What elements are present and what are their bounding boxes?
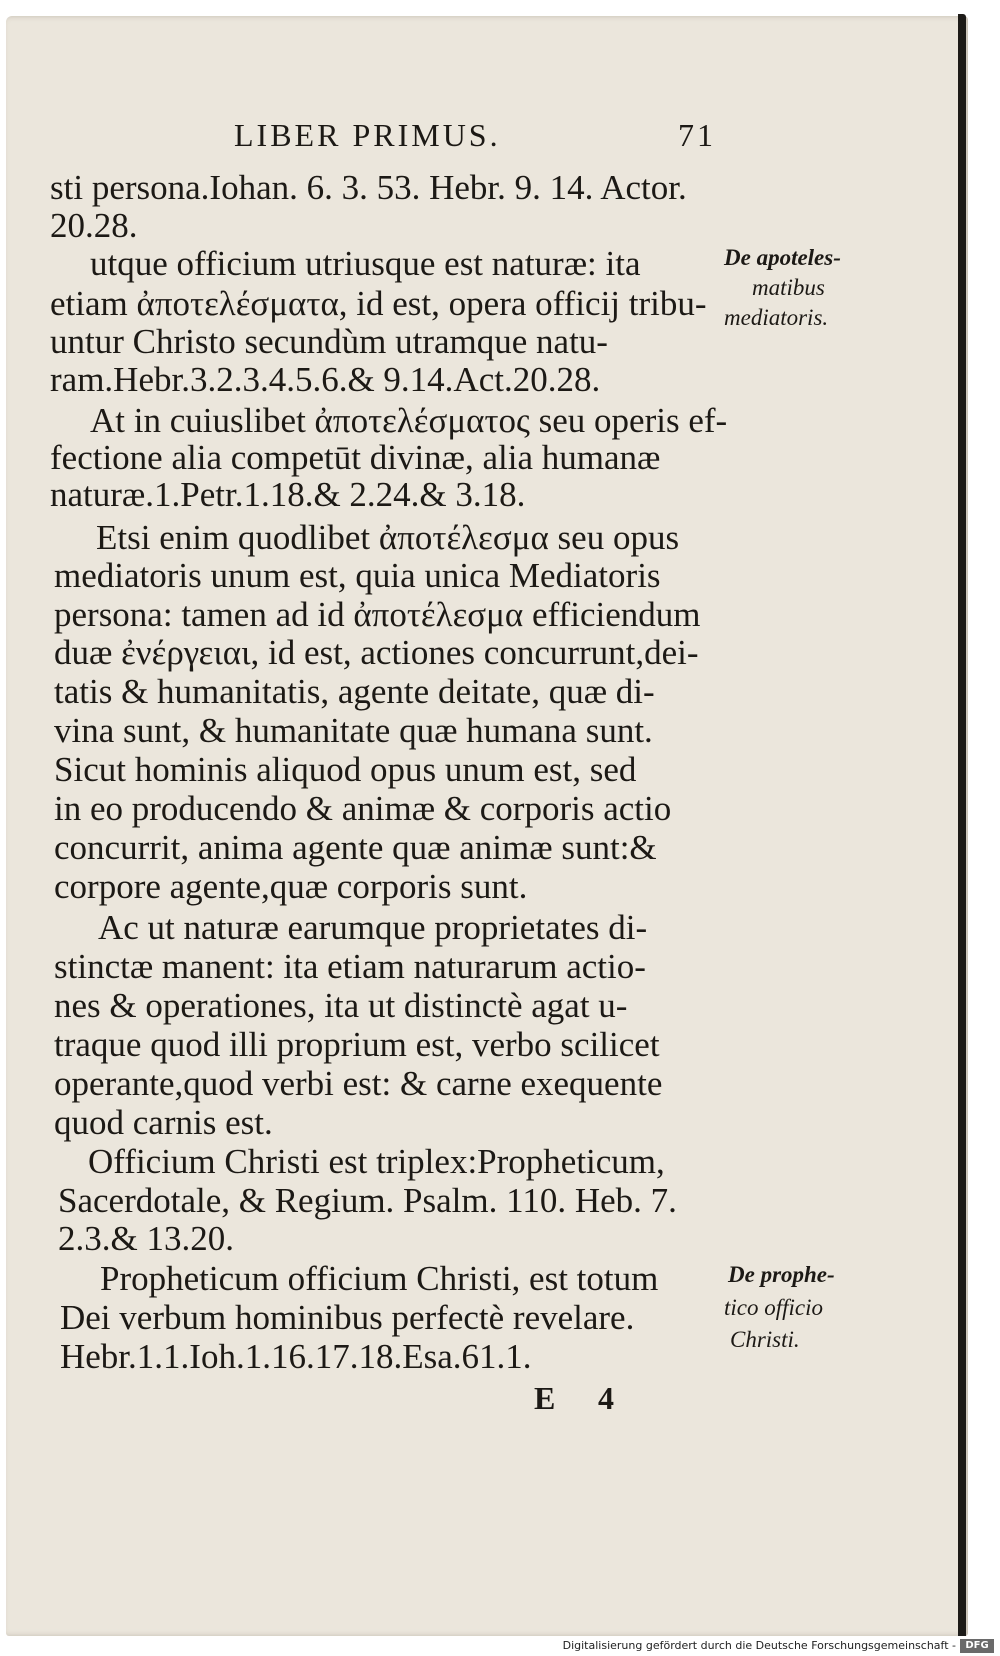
text-line: duæ ἐνέργειαι, id est, actiones concurrunt,dei- <box>54 633 699 672</box>
page-edge-shadow <box>958 14 966 1639</box>
text-line: Ac ut naturæ earumque proprietates di- <box>98 908 648 947</box>
margin-note-line: tico officio <box>724 1295 824 1320</box>
dfg-logo: DFG <box>960 1639 994 1653</box>
text-line: concurrit, anima agente quæ animæ sunt:& <box>54 828 657 867</box>
text-line: nes & operationes, ita ut distinctè agat u- <box>54 986 628 1025</box>
text-line: operante,quod verbi est: & carne exequente <box>54 1064 663 1103</box>
text-line: 20.28. <box>50 206 138 245</box>
text-line: stinctæ manent: ita etiam naturarum actio- <box>54 947 646 986</box>
signature-number: 4 <box>598 1380 614 1416</box>
text-line: 2.3.& 13.20. <box>58 1219 234 1258</box>
footer-credit: Digitalisierung gefördert durch die Deutsche Forschungsgemeinschaft - <box>562 1639 956 1652</box>
running-head: LIBER PRIMUS. <box>234 117 501 153</box>
text-line: mediatoris unum est, quia unica Mediatoris <box>54 556 661 595</box>
margin-note-line: De apoteles- <box>724 245 841 270</box>
text-line: At in cuiuslibet ἀποτελέσματος seu operis ef- <box>90 401 728 440</box>
text-line: ram.Hebr.3.2.3.4.5.6.& 9.14.Act.20.28. <box>50 360 601 399</box>
text-line: Dei verbum hominibus perfectè revelare. <box>60 1298 635 1337</box>
text-line: quod carnis est. <box>54 1103 273 1142</box>
text-line: traque quod illi proprium est, verbo scilicet <box>54 1025 660 1064</box>
text-line: utque officium utriusque est naturæ: ita <box>90 244 641 283</box>
text-line: corpore agente,quæ corporis sunt. <box>54 867 528 906</box>
page-number: 71 <box>678 117 716 153</box>
text-line: etiam ἀποτελέσματα, id est, opera officij tribu- <box>50 284 707 323</box>
text-line: fectione alia competūt divinæ, alia humanæ <box>50 438 661 477</box>
text-line: untur Christo secundùm utramque natu- <box>50 322 608 361</box>
text-line: naturæ.1.Petr.1.18.& 2.24.& 3.18. <box>50 475 526 514</box>
margin-note-line: matibus <box>752 275 825 300</box>
text-line: sti persona.Iohan. 6. 3. 53. Hebr. 9. 14. Actor. <box>50 168 687 207</box>
margin-note-line: mediatoris. <box>724 305 829 330</box>
text-line: persona: tamen ad id ἀποτέλεσμα efficiendum <box>54 595 701 634</box>
text-line: Officium Christi est triplex:Propheticum, <box>88 1142 665 1181</box>
footer-bar <box>0 1636 1000 1656</box>
text-line: Etsi enim quodlibet ἀποτέλεσμα seu opus <box>96 518 680 557</box>
text-line: Hebr.1.1.Ioh.1.16.17.18.Esa.61.1. <box>60 1337 532 1376</box>
margin-note-line: Christi. <box>730 1327 800 1352</box>
text-line: in eo producendo & animæ & corporis actio <box>54 789 672 828</box>
signature-mark: E <box>534 1380 556 1416</box>
text-line: tatis & humanitatis, agente deitate, quæ di- <box>54 672 655 711</box>
margin-note-line: De prophe- <box>728 1262 835 1287</box>
text-line: Sacerdotale, & Regium. Psalm. 110. Heb. 7. <box>58 1181 677 1220</box>
text-line: Propheticum officium Christi, est totum <box>100 1259 659 1298</box>
text-line: Sicut hominis aliquod opus unum est, sed <box>54 750 637 789</box>
text-line: vina sunt, & humanitate quæ humana sunt. <box>54 711 653 750</box>
